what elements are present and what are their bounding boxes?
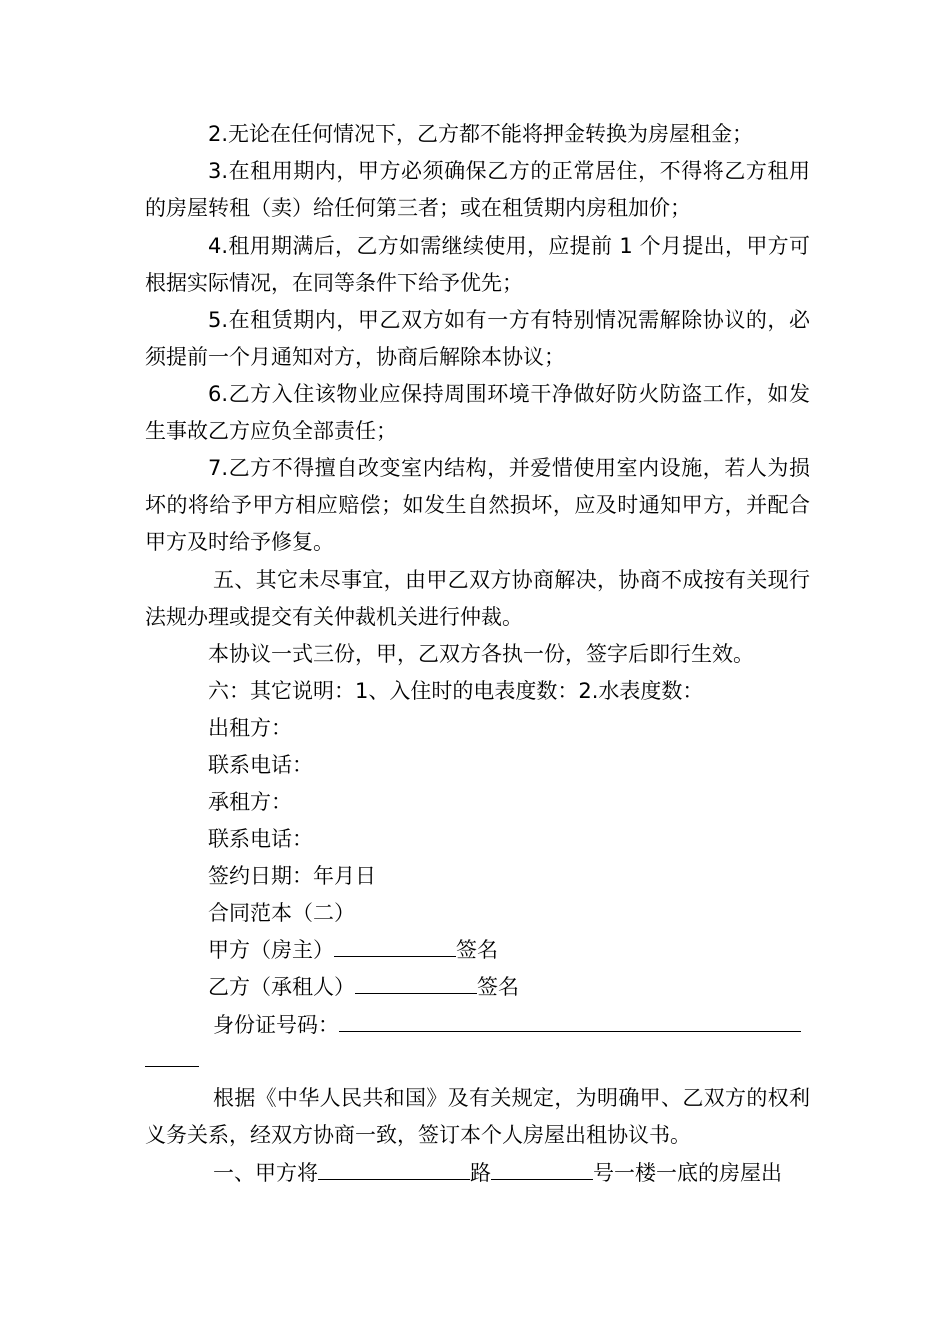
paragraph-structure: 7.乙方不得擅自改变室内结构，并爱惜使用室内设施，若人为损坏的将给予甲方相应赔偿；如发生自然损坏，应及时通知甲方，并配合甲方及时给予修复。 xyxy=(145,456,810,554)
clause-one-line xyxy=(213,1155,782,1192)
party-a-sign-label: 签名 xyxy=(456,938,498,962)
party-a-blank[interactable] xyxy=(334,934,456,957)
party-a-signature-line xyxy=(208,932,498,969)
lessee-label: 承租方： xyxy=(208,790,292,814)
lessor-label: 出租方： xyxy=(208,716,292,740)
lessor-phone-label: 联系电话： xyxy=(208,753,313,777)
id-number-label: 身份证号码： xyxy=(213,1013,339,1037)
copies-line: 本协议一式三份，甲，乙双方各执一份，签字后即行生效。 xyxy=(208,642,754,666)
party-b-label: 乙方（承租人） xyxy=(208,975,355,999)
clause-one-suffix: 号一楼一底的房屋出 xyxy=(593,1161,782,1185)
template-title: 合同范本（二） xyxy=(208,901,355,925)
road-blank[interactable] xyxy=(318,1157,470,1180)
clause-one-prefix: 一、甲方将 xyxy=(213,1161,318,1185)
number-blank[interactable] xyxy=(491,1157,593,1180)
paragraph-intro: 根据《中华人民共和国》及有关规定，为明确甲、乙双方的权利义务关系，经双方协商一致，签订本个人房屋出租协议书。 xyxy=(145,1086,810,1147)
other-notes-line: 六：其它说明：1、入住时的电表度数：2.水表度数： xyxy=(208,679,704,703)
party-b-sign-label: 签名 xyxy=(477,975,519,999)
sign-date-line: 签约日期：年月日 xyxy=(208,864,376,888)
id-number-blank[interactable] xyxy=(339,1009,801,1032)
party-a-label: 甲方（房主） xyxy=(208,938,334,962)
lessee-phone-label: 联系电话： xyxy=(208,827,313,851)
party-b-blank[interactable] xyxy=(355,971,477,994)
paragraph-other-matters: 五、其它未尽事宜，由甲乙双方协商解决，协商不成按有关现行法规办理或提交有关仲裁机关进行仲裁。 xyxy=(145,568,810,629)
party-b-signature-line xyxy=(208,969,519,1006)
paragraph-sublease: 3.在租用期内，甲方必须确保乙方的正常居住，不得将乙方租用的房屋转租（卖）给任何第三者；或在租赁期内房租加价； xyxy=(145,159,810,220)
paragraph-termination: 5.在租赁期内，甲乙双方如有一方有特别情况需解除协议的，必须提前一个月通知对方，协商后解除本协议； xyxy=(145,308,810,369)
paragraph-safety: 6.乙方入住该物业应保持周围环境干净做好防火防盗工作，如发生事故乙方应负全部责任； xyxy=(145,382,810,443)
id-number-blank-continuation xyxy=(145,1066,199,1067)
paragraph-deposit: 2.无论在任何情况下，乙方都不能将押金转换为房屋租金； xyxy=(208,122,754,146)
clause-one-road: 路 xyxy=(470,1161,491,1185)
id-number-line xyxy=(213,1007,801,1044)
paragraph-renewal: 4.租用期满后，乙方如需继续使用，应提前 1 个月提出，甲方可根据实际情况，在同等条件下给予优先； xyxy=(145,234,810,295)
